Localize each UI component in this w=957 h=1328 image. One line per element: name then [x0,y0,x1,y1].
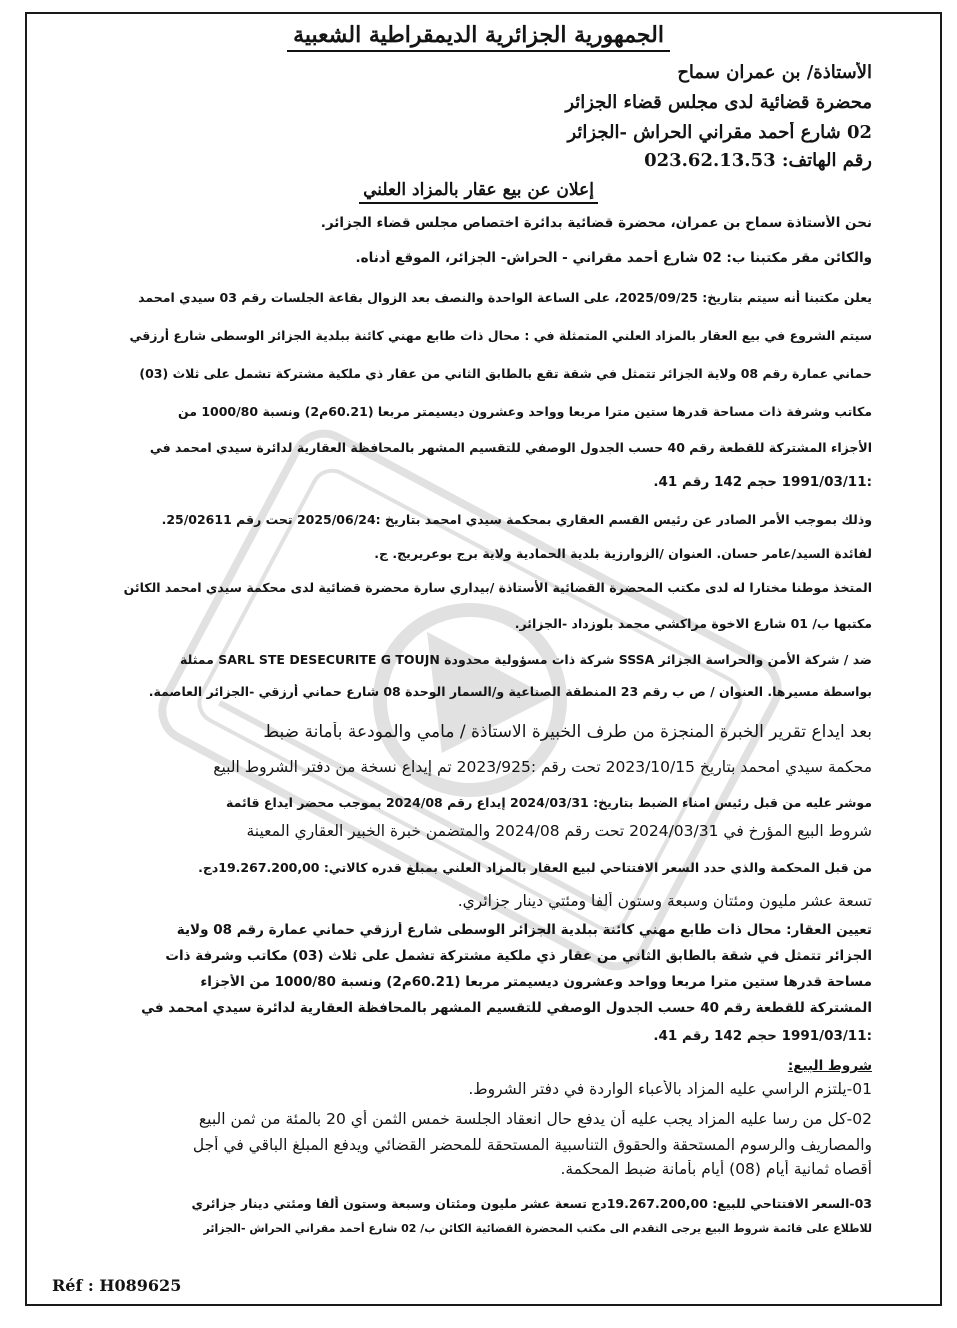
document-reference: Réf : H089625 [52,1276,182,1295]
body-line: مكاتب وشرفة ذات مساحة قدرها ستين مترا مربعا وواحد وعشرون ديسيمتر مربعا (60.21م2) ونسبة 1000/80 من [177,404,872,419]
republic-title: الجمهورية الجزائرية الديمقراطية الشعبية [0,22,957,48]
expert-line: بعد ايداع تقرير الخبرة المنجزة من طرف الخبيرة الاستاذة / مامي والمودعة بأمانة ضبط [263,722,872,742]
body-line: يعلن مكتبنا أنه سيتم بتاريخ: 2025/09/25، على الساعة الواحدة والنصف بعد الزوال بقاعة الجلسات رقم 03 سيدي امحمد [138,290,872,305]
body-line: وذلك بموجب الأمر الصادر عن رئيس القسم العقاري بمحكمة سيدي امحمد بتاريخ :2025/06/24 تحت رقم 25/02611. [161,512,872,527]
announcement-title: إعلان عن بيع عقار بالمزاد العلني [0,180,957,200]
body-line: والكائن مقر مكتبنا ب: 02 شارع أحمد مقراني - الحراش- الجزائر، الموقع أدناه. [355,250,872,266]
property-line: مساحة قدرها ستين مترا مربعا وواحد وعشرون ديسيمتر مربعا (60.21م2) ونسبة 1000/80 من الأجزاء [200,974,872,990]
condition-item: 03-السعر الافتتاحي للبيع: 19.267.200,00دج تسعة عشر مليون ومئتان وسبعة وستون ألفا ومئتي دينار جزائري [191,1196,872,1211]
condition-item: والمصاريف والرسوم المستحقة والحقوق التناسبية المستحقة للمحضر القضائي ويدفع المبلغ الباقي في أجل [192,1136,872,1154]
opening-price-line: من قبل المحكمة والذي حدد السعر الافتتاحي لبيع العقار بالمزاد العلني بمبلغ قدره كالاتي: 19.267.200,00دج. [198,860,872,875]
body-line: لفائدة السيد/عامر حسان. العنوان /الزوارزية بلدية الحمادية ولاية برج بوعريريج. ج. [374,546,872,561]
bailiff-phone: رقم الهاتف: 023.62.13.53 [644,150,872,171]
body-line: مكتبها ب/ 01 شارع الاخوة مراكشي محمد بلوزداد -الجزائر. [514,616,872,631]
property-line: المشتركة للقطعة رقم 40 حسب الجدول الوصفي للتقسيم المشهر بالمحافظة العقارية لدائرة سيدي امحمد في [141,1000,872,1016]
property-line: الجزائر تتمثل في شقة بالطابق الثاني من عقار ذي ملكية مشتركة تشمل على ثلاث (03) مكاتب وشرفة ذات [165,948,872,964]
body-line: :1991/03/11 حجم 142 رقم 41. [653,474,872,490]
bailiff-address: 02 شارع أحمد مقراني الحراش -الجزائر [567,122,872,143]
expert-line: موشر عليه من قبل رئيس امناء الضبط بتاريخ: 2024/03/31 إيداع رقم 2024/08 بموجب محضر ايداع قائمة [226,795,872,810]
body-line: نحن الأستاذة سماح بن عمران، محضرة قضائية بدائرة اختصاص مجلس قضاء الجزائر. [320,215,872,231]
bailiff-name: الأستاذة/ بن عمران سماح [677,62,872,83]
body-line: سيتم الشروع في بيع العقار بالمزاد العلني المتمثلة في : محال ذات طابع مهني كائنة ببلدية الجزائر الوسطى شارع أرزقي [129,328,872,343]
body-line: بواسطة مسيرها. العنوان / ص ب رقم 23 المنطقة الصناعية و/السمار الوحدة 08 شارع حماني أرزقي -الجزائر العاصمة. [148,684,872,699]
body-line: الأجزاء المشتركة للقطعة رقم 40 حسب الجدول الوصفي للتقسيم المشهر بالمحافظة العقارية لدائرة سيدي امحمد في [149,440,872,455]
body-line: ضد / شركة الأمن والحراسة الجزائر SSSA شركة ذات مسؤولية محدودة SARL STE DESECURITE G TOUJN ممثلة [180,652,872,667]
expert-line: شروط البيع المؤرخ في 2024/03/31 تحت رقم 2024/08 والمتضمن خبرة الخبير العقاري المعينة [246,822,872,840]
condition-item: 01-يلتزم الراسي عليه المزاد بالأعباء الواردة في دفتر الشروط. [468,1080,872,1098]
property-line: تعيين العقار: محال ذات طابع مهني كائنة ببلدية الجزائر الوسطى شارع أرزقي حماني عمارة رقم 08 ولاية [176,922,872,938]
condition-item: للاطلاع على قائمة شروط البيع يرجى التقدم الى مكتب المحضرة القضائية الكائن ب/ 02 شارع أحمد مقراني الحراش -الجزائر [203,1222,872,1235]
price-in-words: تسعة عشر مليون ومئتان وسبعة وستون ألفا ومئتي دينار جزائري. [457,892,872,910]
conditions-title: شروط البيع: [787,1058,872,1074]
bailiff-office: محضرة قضائية لدى مجلس قضاء الجزائر [565,92,872,113]
condition-item: 02-كل من رسا عليه المزاد يجب عليه أن يدفع حال انعقاد الجلسة خمس الثمن أي 20 بالمئة من ثمن البيع [198,1110,872,1128]
body-line: المتخذ موطنا مختارا له لدى مكتب المحضرة القضائية الأستاذة /بيداري سارة محضرة قضائية لدى محكمة سيدي امحمد الكائن [123,580,872,595]
expert-line: محكمة سيدي امحمد بتاريخ 2023/10/15 تحت رقم :2023/925 تم إيداع نسخة من دفتر الشروط البيع [213,758,872,776]
property-line: :1991/03/11 حجم 142 رقم 41. [653,1028,872,1044]
condition-item: أقصاه ثمانية أيام (08) أيام بأمانة ضبط المحكمة. [560,1160,872,1178]
body-line: حماني عمارة رقم 08 ولاية الجزائر تتمثل في شقة تقع بالطابق الثاني من عقار ذي ملكية مشتركة تشمل على ثلاث (03) [139,366,872,381]
